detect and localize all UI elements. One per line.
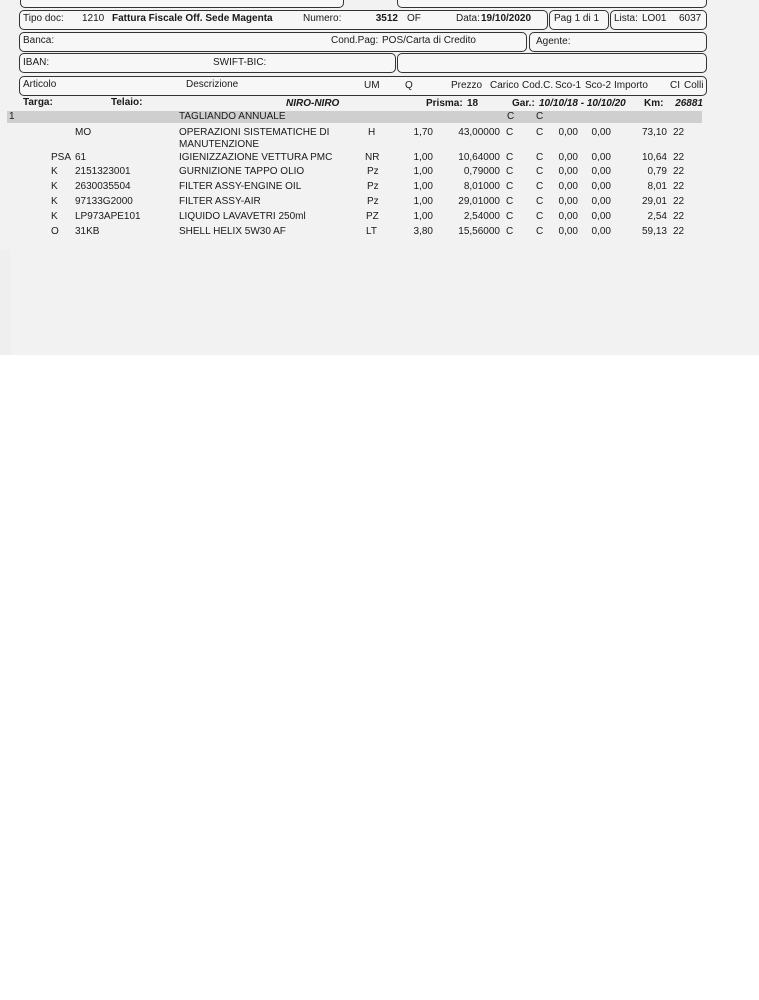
- prisma-label: Prisma:: [426, 98, 463, 109]
- line-cod-c: C: [536, 181, 544, 192]
- col-colli: Colli: [684, 80, 704, 91]
- line-sco2: 0,00: [591, 152, 611, 163]
- line-q: 3,80: [413, 226, 433, 237]
- line-descrizione: LIQUIDO LAVAVETRI 250ml: [179, 211, 306, 222]
- line-um: Pz: [367, 181, 379, 192]
- swift-label: SWIFT-BIC:: [213, 57, 267, 68]
- scan-edge: [0, 250, 10, 355]
- table-row: [0, 196, 759, 209]
- line-sco1: 0,00: [558, 127, 578, 138]
- line-um: Pz: [367, 166, 379, 177]
- line-sco1: 0,00: [558, 181, 578, 192]
- col-cod-c: Cod.C.: [522, 80, 554, 91]
- line-importo: 8,01: [647, 181, 667, 192]
- line-um: PZ: [366, 211, 379, 222]
- line-carico: C: [506, 226, 514, 237]
- telaio-label: Telaio:: [111, 97, 143, 108]
- line-carico: C: [506, 152, 514, 163]
- table-row: [0, 152, 759, 165]
- line-ci: 22: [673, 166, 685, 177]
- prisma-value: 18: [467, 98, 479, 109]
- lista-code: LO01: [642, 13, 667, 24]
- line-codice: MO: [75, 127, 92, 138]
- top-left-box: [20, 0, 344, 8]
- col-ci: CI: [670, 80, 680, 91]
- numero-value: 3512: [375, 13, 398, 24]
- line-sco1: 0,00: [558, 196, 578, 207]
- numero-suffix: OF: [407, 13, 421, 24]
- cond-pag-label: Cond.Pag:: [331, 35, 379, 46]
- line-descrizione: GURNIZIONE TAPPO OLIO: [179, 166, 305, 177]
- section-number: 1: [9, 111, 15, 122]
- col-carico: Carico: [490, 80, 519, 91]
- line-codice: 2151323001: [75, 166, 131, 177]
- line-importo: 0,79: [647, 166, 667, 177]
- col-descrizione: Descrizione: [186, 79, 239, 90]
- line-importo: 10,64: [641, 152, 667, 163]
- line-q: 1,00: [413, 152, 433, 163]
- line-codice: LP973APE101: [75, 211, 141, 222]
- line-cod-c: C: [536, 196, 544, 207]
- line-tipo: K: [51, 211, 58, 222]
- line-ci: 22: [673, 196, 685, 207]
- numero-label: Numero:: [303, 13, 342, 24]
- col-articolo: Articolo: [23, 79, 57, 90]
- line-tipo: PSA: [51, 152, 72, 163]
- line-descrizione: OPERAZIONI SISTEMATICHE DI: [179, 127, 330, 138]
- line-sco2: 0,00: [591, 166, 611, 177]
- data-label: Data:: [456, 13, 480, 24]
- line-codice: 61: [75, 152, 87, 163]
- agente-label: Agente:: [536, 36, 571, 47]
- line-sco2: 0,00: [591, 226, 611, 237]
- table-row: [0, 181, 759, 194]
- iban-box: [19, 53, 396, 73]
- line-codice: 97133G2000: [75, 196, 133, 207]
- line-tipo: K: [51, 181, 58, 192]
- line-sco2: 0,00: [591, 127, 611, 138]
- line-sco1: 0,00: [558, 226, 578, 237]
- vehicle-model: NIRO-NIRO: [286, 98, 340, 109]
- line-prezzo: 29,01000: [458, 196, 500, 207]
- line-importo: 59,13: [641, 226, 667, 237]
- line-sco1: 0,00: [558, 152, 578, 163]
- line-um: LT: [366, 226, 377, 237]
- line-cod-c: C: [536, 226, 544, 237]
- line-ci: 22: [673, 152, 685, 163]
- line-carico: C: [506, 196, 514, 207]
- line-sco1: 0,00: [558, 211, 578, 222]
- line-carico: C: [506, 211, 514, 222]
- line-um: Pz: [367, 196, 379, 207]
- line-ci: 22: [673, 181, 685, 192]
- targa-label: Targa:: [23, 97, 53, 108]
- line-tipo: K: [51, 196, 58, 207]
- line-prezzo: 8,01000: [463, 181, 500, 192]
- line-codice: 2630035504: [75, 181, 131, 192]
- line-descrizione-2: MANUTENZIONE: [179, 139, 259, 150]
- extra-box: [397, 53, 707, 73]
- line-cod-c: C: [536, 127, 544, 138]
- col-um: UM: [364, 80, 380, 91]
- line-um: H: [368, 127, 376, 138]
- banca-label: Banca:: [23, 35, 55, 46]
- line-q: 1,00: [413, 196, 433, 207]
- line-ci: 22: [673, 226, 685, 237]
- section-carico: C: [507, 111, 515, 122]
- lista-label: Lista:: [614, 13, 638, 24]
- line-tipo: K: [51, 166, 58, 177]
- km-label: Km:: [644, 98, 664, 109]
- iban-label: IBAN:: [23, 57, 50, 68]
- lista-value: 6037: [679, 13, 702, 24]
- line-descrizione: FILTER ASSY-ENGINE OIL: [179, 181, 302, 192]
- data-value: 19/10/2020: [481, 13, 532, 24]
- col-sco2: Sco-2: [585, 80, 612, 91]
- line-q: 1,70: [413, 127, 433, 138]
- cond-pag-value: POS/Carta di Credito: [382, 35, 476, 46]
- line-carico: C: [506, 166, 514, 177]
- line-prezzo: 2,54000: [463, 211, 500, 222]
- line-carico: C: [506, 127, 514, 138]
- line-descrizione: IGIENIZZAZIONE VETTURA PMC: [179, 152, 333, 163]
- table-row: [0, 226, 759, 239]
- line-importo: 2,54: [647, 211, 667, 222]
- garanzia-label: Gar.:: [512, 98, 535, 109]
- section-cod-c: C: [536, 111, 544, 122]
- line-descrizione: FILTER ASSY-AIR: [179, 196, 261, 207]
- col-sco1: Sco-1: [555, 80, 582, 91]
- line-cod-c: C: [536, 152, 544, 163]
- col-prezzo: Prezzo: [451, 80, 483, 91]
- tipo-doc-label: Tipo doc:: [23, 13, 64, 24]
- page-indicator: Pag 1 di 1: [554, 13, 600, 24]
- line-prezzo: 0,79000: [463, 166, 500, 177]
- line-sco2: 0,00: [591, 211, 611, 222]
- line-sco2: 0,00: [591, 181, 611, 192]
- top-right-box: [397, 0, 707, 8]
- line-cod-c: C: [536, 211, 544, 222]
- line-sco2: 0,00: [591, 196, 611, 207]
- line-importo: 73,10: [641, 127, 667, 138]
- line-descrizione: SHELL HELIX 5W30 AF: [179, 226, 286, 237]
- line-tipo: O: [51, 226, 59, 237]
- table-row: [0, 166, 759, 179]
- line-prezzo: 10,64000: [458, 152, 500, 163]
- tipo-doc-code: 1210: [82, 13, 105, 24]
- line-cod-c: C: [536, 166, 544, 177]
- km-value: 26881: [675, 98, 703, 109]
- line-prezzo: 43,00000: [458, 127, 500, 138]
- line-q: 1,00: [413, 166, 433, 177]
- line-um: NR: [365, 152, 380, 163]
- col-importo: Importo: [614, 80, 648, 91]
- line-sco1: 0,00: [558, 166, 578, 177]
- line-ci: 22: [673, 211, 685, 222]
- line-prezzo: 15,56000: [458, 226, 500, 237]
- col-q: Q: [405, 80, 413, 91]
- line-q: 1,00: [413, 211, 433, 222]
- line-ci: 22: [673, 127, 685, 138]
- line-importo: 29,01: [641, 196, 667, 207]
- line-q: 1,00: [413, 181, 433, 192]
- table-row: [0, 127, 759, 150]
- section-band: [7, 111, 702, 123]
- tipo-doc-description: Fattura Fiscale Off. Sede Magenta: [112, 13, 273, 24]
- line-codice: 31KB: [75, 226, 100, 237]
- table-row: [0, 211, 759, 224]
- line-carico: C: [506, 181, 514, 192]
- section-title: TAGLIANDO ANNUALE: [179, 111, 286, 122]
- garanzia-value: 10/10/18 - 10/10/20: [539, 98, 626, 109]
